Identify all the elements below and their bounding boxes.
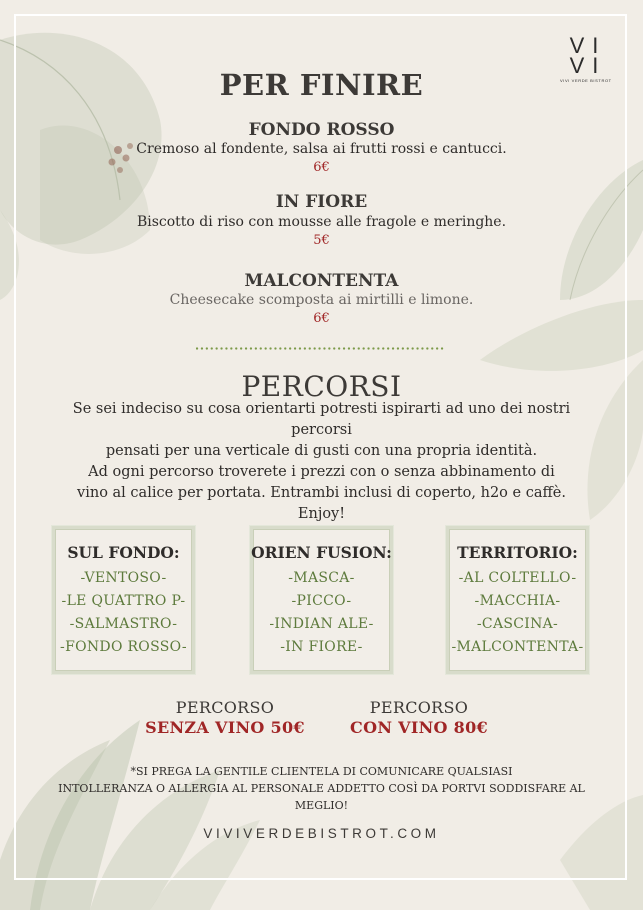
dessert-price: 5€ [313, 233, 330, 248]
dessert-price: 6€ [313, 311, 330, 326]
allergy-note-line: MEGLIO! [294, 799, 349, 812]
dessert-name: FONDO ROSSO [248, 120, 395, 140]
route-item: -VENTOSO- [80, 570, 167, 586]
percorsi-intro [60, 399, 583, 525]
intro-line: Enjoy! [297, 506, 346, 522]
dessert-price: 6€ [313, 160, 330, 175]
website-link[interactable]: VIVIVERDEBISTROT.COM [203, 826, 440, 841]
route-title: ORIEN FUSION: [251, 543, 392, 562]
logo-mark-bottom: VI [569, 53, 607, 78]
route-item: -MALCONTENTA- [451, 639, 584, 655]
dessert-description: Cheesecake scomposta ai mirtilli e limone. [169, 292, 474, 308]
section-title-percorsi: PERCORSI [241, 370, 402, 403]
percorso-label-con-vino: PERCORSO [369, 698, 469, 717]
route-item: -INDIAN ALE- [269, 616, 374, 632]
route-title: TERRITORIO: [457, 543, 578, 562]
route-item: -AL COLTELLO- [458, 570, 577, 586]
dessert-description: Cremoso al fondente, salsa ai frutti rossi e cantucci. [136, 141, 507, 157]
route-title: SUL FONDO: [67, 543, 180, 562]
intro-line: pensati per una verticale di gusti con una propria identità. [105, 443, 538, 459]
intro-line: Se sei indeciso su cosa orientarti potresti ispirarti ad uno dei nostri percorsi [72, 401, 571, 438]
dessert-name: MALCONTENTA [244, 271, 399, 291]
dessert-description: Biscotto di riso con mousse alle fragole e meringhe. [136, 214, 507, 230]
logo-mark-top: VI [569, 33, 607, 58]
route-item: -PICCO- [291, 593, 352, 609]
route-item: -MASCA- [288, 570, 355, 586]
allergy-note-line: *SI PREGA LA GENTILE CLIENTELA DI COMUNICARE QUALSIASI [130, 765, 513, 778]
dotted-divider [196, 347, 446, 350]
allergy-note-line: INTOLLERANZA O ALLERGIA AL PERSONALE ADDETTO COSÌ DA PORTVI SODDISFARE AL [58, 782, 585, 795]
percorso-price-con-vino: CON VINO 80€ [350, 718, 488, 737]
allergy-note [40, 763, 603, 814]
route-item: -IN FIORE- [280, 639, 363, 655]
route-item: -FONDO ROSSO- [60, 639, 187, 655]
logo-subtitle: VIVI VERDE BISTROT [560, 78, 612, 83]
route-item: -LE QUATTRO P- [61, 593, 186, 609]
route-item: -SALMASTRO- [69, 616, 178, 632]
percorso-price-senza-vino: SENZA VINO 50€ [145, 718, 305, 737]
route-item: -MACCHIA- [474, 593, 561, 609]
section-title-per-finire: PER FINIRE [219, 68, 424, 102]
intro-line: Ad ogni percorso troverete i prezzi con o senza abbinamento di [88, 464, 555, 480]
percorso-label-senza-vino: PERCORSO [175, 698, 275, 717]
intro-line: vino al calice per portata. Entrambi inclusi di coperto, h2o e caffè. [77, 485, 566, 501]
dessert-name: IN FIORE [275, 192, 368, 212]
route-item: -CASCINA- [476, 616, 559, 632]
